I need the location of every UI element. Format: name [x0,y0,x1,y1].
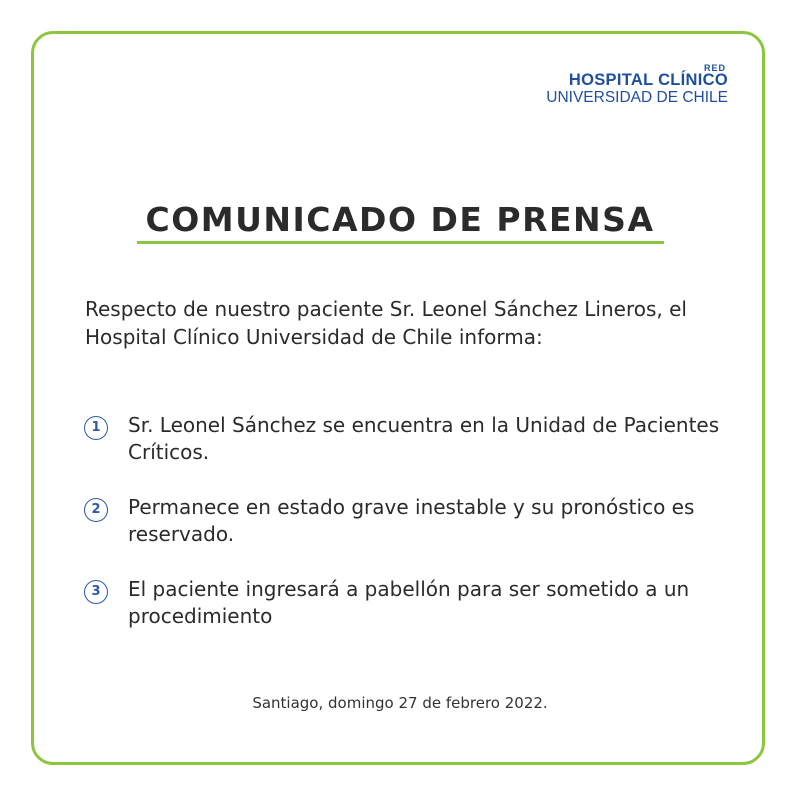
title-underline [137,241,664,244]
list-item [82,494,722,548]
statement-list [82,412,722,658]
number-badge: 2 [84,498,108,522]
intro-paragraph: Respecto de nuestro paciente Sr. Leonel Sánchez Lineros, el Hospital Clínico Universidad de Chile informa: [85,297,687,349]
list-item-text: Permanece en estado grave inestable y su pronóstico es reservado. [128,495,695,546]
hospital-logo [546,64,728,105]
number-badge: 1 [84,416,108,440]
page-title: COMUNICADO DE PRENSA [145,200,655,239]
list-item [82,412,722,466]
list-item [82,576,722,630]
number-badge: 3 [84,580,108,604]
list-item-text: El paciente ingresará a pabellón para ser sometido a un procedimiento [128,577,690,628]
list-item-text: Sr. Leonel Sánchez se encuentra en la Unidad de Pacientes Críticos. [128,413,720,464]
logo-red-text: RED [703,63,726,73]
logo-sub-text: UNIVERSIDAD DE CHILE [546,88,728,106]
logo-main-text: HOSPITAL CLÍNICO [568,71,728,89]
footer-date: Santiago, domingo 27 de febrero 2022. [252,694,548,712]
